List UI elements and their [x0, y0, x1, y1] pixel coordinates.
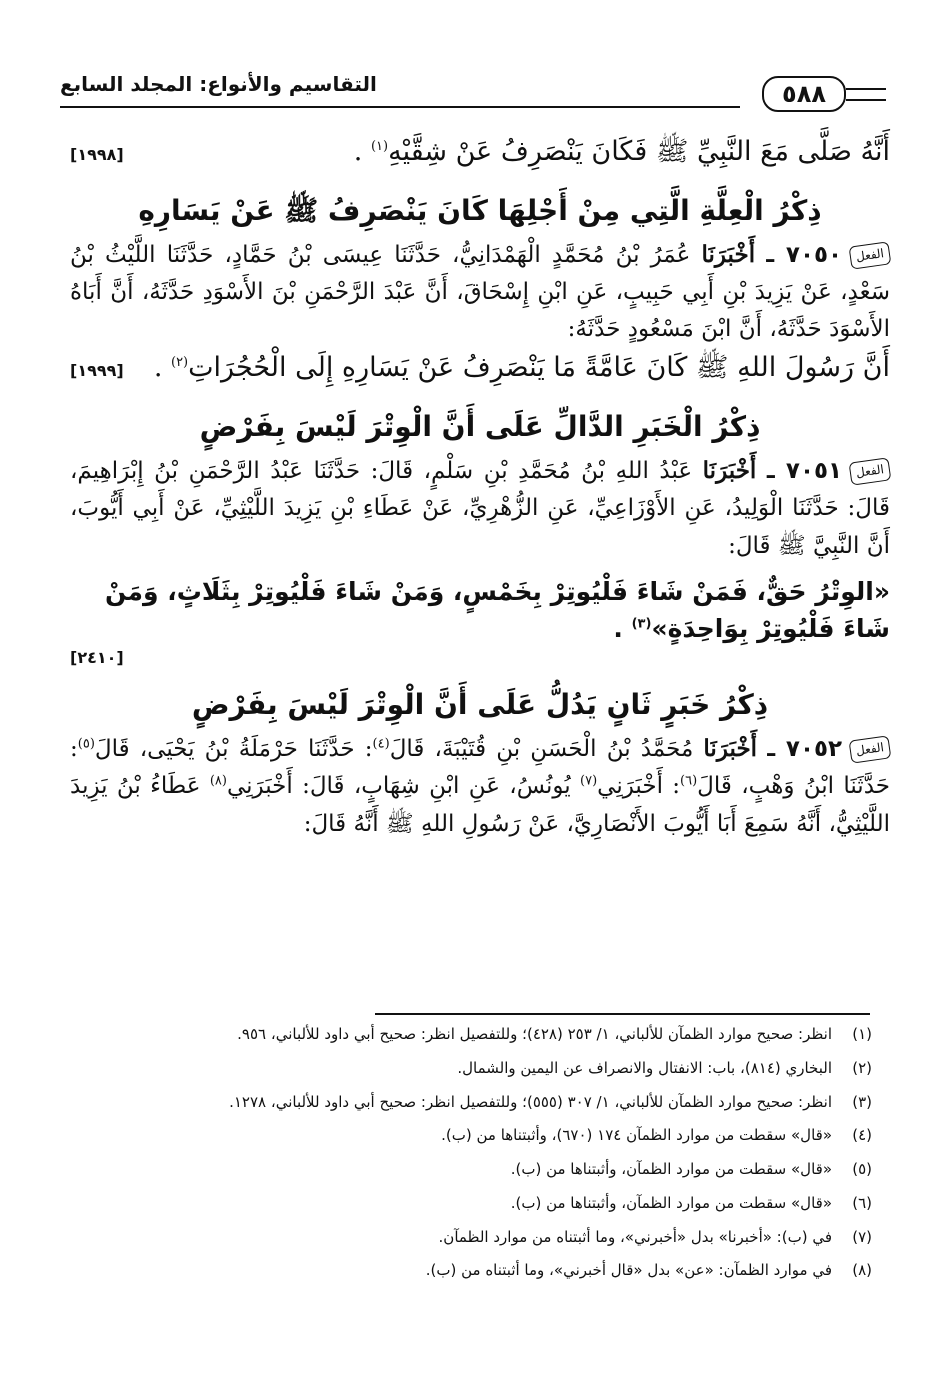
- akhbarana-label: أَخْبَرَنَا: [702, 457, 757, 485]
- hadith-ref-1999: [١٩٩٩]: [70, 361, 124, 381]
- footnote-item: (٦) «قال» سقطت من موارد الظمآن، وأثبتناها من (ب).: [510, 1193, 872, 1212]
- page-number: ٥٨٨: [762, 76, 846, 112]
- main-text: [70, 132, 890, 843]
- paragraph-3-tail: .: [613, 614, 632, 644]
- hadith-7052-isnad: [70, 730, 890, 843]
- footnote-ref-3[interactable]: (٣): [631, 617, 652, 633]
- hadith-number-7050: ٧٠٥٠ ـ: [766, 241, 843, 268]
- header-title: التقاسيم والأنواع: المجلد السابع: [60, 72, 377, 96]
- hadith-number-7051: ٧٠٥١ ـ: [766, 458, 843, 485]
- hadith-7052-seg2: : حَدَّثَنَا حَرْمَلَةُ بْنُ يَحْيَى، قَالَ: [94, 736, 373, 763]
- section-heading-1: ذِكْرُ الْعِلَّةِ الَّتِي مِنْ أَجْلِهَا كَانَ يَنْصَرِفُ ﷺ عَنْ يَسَارِهِ: [138, 193, 822, 227]
- footnote-item: (١) انظر: صحيح موارد الظمآن للألباني، ١/ ٢٥٣ (٤٢٨)؛ وللتفصيل انظر: صحيح أبي داود للألباني، ٩٥٦.: [237, 1025, 872, 1043]
- akhbarana-label: أَخْبَرَنَا: [703, 735, 758, 763]
- header-rule: [60, 106, 740, 108]
- hadith-7050-isnad: [70, 236, 890, 349]
- hadith-7051-isnad: [70, 452, 890, 565]
- akhbarana-label: أَخْبَرَنَا: [701, 240, 756, 268]
- hadith-type-badge: الفعل: [849, 736, 892, 765]
- hadith-type-badge: الفعل: [849, 241, 892, 270]
- footnote-separator: [375, 1013, 870, 1015]
- footnote-ref-7[interactable]: (٧): [580, 773, 598, 789]
- section-heading-2: ذِكْرُ الْخَبَرِ الدَّالِّ عَلَى أَنَّ الْوِتْرَ لَيْسَ بِفَرْضٍ: [199, 409, 761, 443]
- footnote-ref-5[interactable]: (٥): [77, 736, 95, 752]
- paragraph-1-tail: .: [353, 136, 371, 167]
- paragraph-3-text: «الوِتْرُ حَقٌّ، فَمَنْ شَاءَ فَلْيُوتِرْ بِخَمْسٍ، وَمَنْ شَاءَ فَلْيُوتِرْ بِثَلَاثٍ، وَمَنْ شَاءَ فَلْيُوتِرْ بِوَاحِدَةٍ»: [105, 576, 890, 644]
- running-header: [60, 70, 890, 120]
- footnote-item: (٨) في موارد الظمآن: «عن» بدل «قال أخبرني»، وما أثبتناه من (ب).: [425, 1261, 872, 1280]
- paragraph-1: [70, 132, 890, 173]
- hadith-7052-seg3: : حَدَّثَنَا ابْنُ وَهْبٍ، قَالَ: [70, 736, 890, 800]
- hadith-ref-2410: [٢٤١٠]: [70, 647, 124, 667]
- hadith-ref-1998: [١٩٩٨]: [70, 145, 124, 164]
- paragraph-2-text: أَنَّ رَسُولَ اللهِ ﷺ كَانَ عَامَّةً مَا يَنْصَرِفُ عَنْ يَسَارِهِ إِلَى الْحُجُرَاتِ: [188, 352, 890, 384]
- footnote-ref-6[interactable]: (٦): [680, 773, 698, 789]
- hadith-7052-seg1: مُحَمَّدُ بْنُ الْحَسَنِ بْنِ قُتَيْبَةَ، قَالَ: [389, 736, 704, 763]
- paragraph-3: [70, 573, 890, 648]
- paragraph-3-ref-row: [70, 648, 890, 667]
- header-double-line: [846, 88, 886, 101]
- footnote-item: (٣) انظر: صحيح موارد الظمآن للألباني، ١/ ٣٠٧ (٥٥٥)؛ وللتفصيل انظر: صحيح أبي داود للألباني، ١٢٧٨.: [229, 1092, 872, 1111]
- footnotes: [72, 1022, 872, 1292]
- footnote-ref-4[interactable]: (٤): [372, 736, 390, 752]
- footnote-item: (٥) «قال» سقطت من موارد الظمآن، وأثبتناها من (ب).: [510, 1160, 872, 1178]
- paragraph-2-tail: .: [153, 352, 171, 384]
- footnote-item: (٢) البخاري (٨١٤)، باب: الانفتال والانصراف عن اليمين والشمال.: [457, 1058, 872, 1077]
- hadith-7052-seg5: يُونُسُ، عَنِ ابْنِ شِهَابٍ، قَالَ: أَخْبَرَنِي: [226, 773, 581, 800]
- page-number-box: [762, 76, 890, 112]
- paragraph-1-text: أَنَّهُ صَلَّى مَعَ النَّبِيِّ ﷺ فَكَانَ يَنْصَرِفُ عَنْ شِقَّيْهِ: [388, 136, 890, 167]
- hadith-number-7052: ٧٠٥٢ ـ: [767, 736, 843, 763]
- footnote-ref-8[interactable]: (٨): [209, 773, 227, 789]
- footnote-item: (٧) في (ب): «أخبرنا» بدل «أخبرني»، وما أثبتناه من موارد الظمآن.: [438, 1227, 872, 1246]
- hadith-7051-text: عَبْدُ اللهِ بْنُ مُحَمَّدِ بْنِ سَلْمٍ، قَالَ: حَدَّثَنَا عَبْدُ الرَّحْمَنِ بْنُ إِبْرَاهِيمَ، قَالَ: حَدَّثَنَا الْوَلِيدُ، عَنِ الأَوْزَاعِيِّ، عَنِ الزُّهْرِيِّ، عَنْ عَطَاءِ بْنِ يَزِيدَ اللَّيْثِيِّ، عَنْ أَبِي أَيُّوبَ، أَنَّ النَّبِيَّ ﷺ قَالَ:: [70, 458, 890, 559]
- footnote-ref-1[interactable]: (١): [370, 139, 389, 154]
- hadith-type-badge: الفعل: [849, 458, 892, 487]
- hadith-7052-seg6: عَطَاءُ بْنُ يَزِيدَ اللَّيْثِيُّ، أَنَّهُ سَمِعَ أَبَا أَيُّوبَ الأَنْصَارِيَّ، عَنْ رَسُولِ اللهِ ﷺ أَنَّهُ قَالَ:: [70, 773, 890, 837]
- footnote-ref-2[interactable]: (٢): [170, 355, 189, 371]
- footnote-item: (٤) «قال» سقطت من موارد الظمآن ١٧٤ (٦٧٠)، وأثبتناها من (ب).: [441, 1126, 872, 1145]
- hadith-7052-seg4: : أَخْبَرَنِي: [597, 773, 681, 800]
- paragraph-2: [70, 348, 890, 389]
- hadith-7050-text: عُمَرُ بْنُ مُحَمَّدٍ الْهَمْدَانِيُّ، حَدَّثَنَا عِيسَى بْنُ حَمَّادٍ، حَدَّثَنَا اللَّيْثُ بْنُ سَعْدٍ، عَنْ يَزِيدَ بْنِ أَبِي حَبِيبٍ، عَنِ ابْنِ إِسْحَاقَ، أَنَّ عَبْدَ الرَّحْمَنِ بْنَ الأَسْوَدِ حَدَّثَهُ، أَنَّ أَبَاهُ الأَسْوَدَ حَدَّثَهُ، أَنَّ ابْنَ مَسْعُودٍ حَدَّثَهُ:: [70, 241, 890, 343]
- section-heading-3: ذِكْرُ خَبَرٍ ثَانٍ يَدُلُّ عَلَى أَنَّ الْوِتْرَ لَيْسَ بِفَرْضٍ: [191, 687, 769, 721]
